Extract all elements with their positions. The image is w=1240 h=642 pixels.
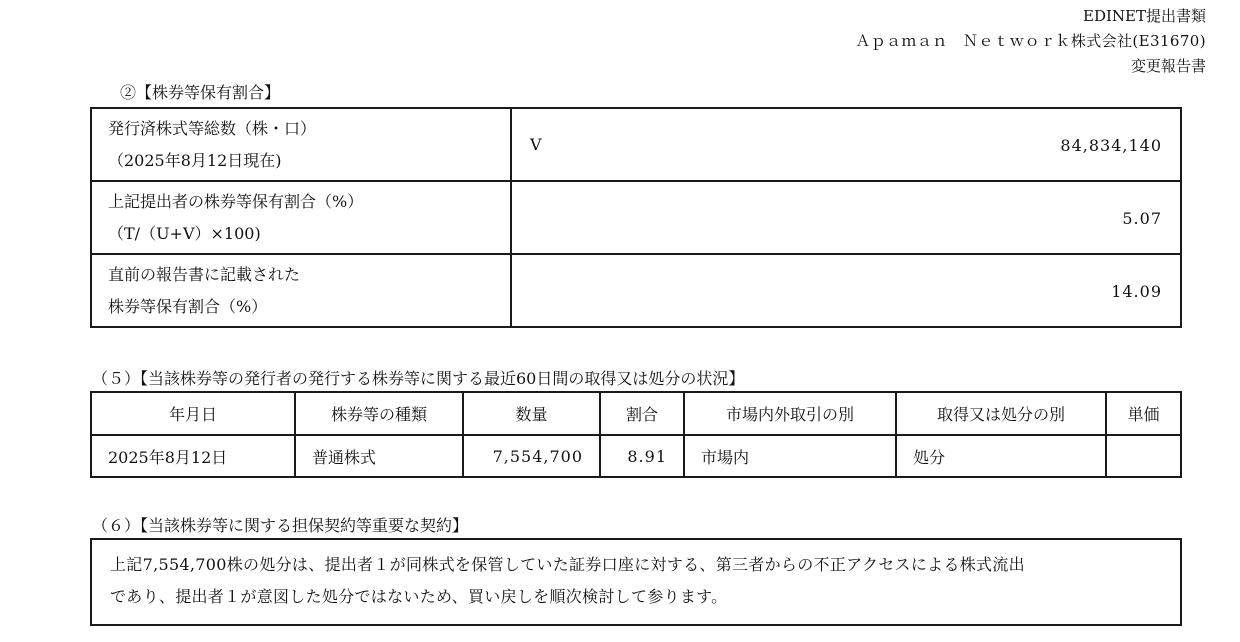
row-label <box>91 108 511 181</box>
document-type: 変更報告書 <box>1130 57 1206 75</box>
holding-ratio-table <box>90 107 1182 328</box>
contracts-box <box>90 538 1182 626</box>
table-row <box>91 181 1181 254</box>
row-label-line2: （T/（U+V）×100) <box>108 223 261 243</box>
table-row <box>91 254 1181 327</box>
row-label-line2: （2025年8月12日現在) <box>108 150 282 170</box>
cell-quantity: 7,554,700 <box>463 435 600 477</box>
cell-date: 2025年8月12日 <box>91 435 295 477</box>
table-row <box>91 108 1181 181</box>
cell-market: 市場内 <box>684 435 896 477</box>
row-value-cell <box>511 108 1181 181</box>
column-header-ratio: 割合 <box>600 392 684 435</box>
table-header-row <box>91 392 1181 435</box>
contracts-text-line1: 上記7,554,700株の処分は、提出者１が同株式を保管していた証券口座に対する、第三者からの不正アクセスによる株式流出 <box>110 555 1025 574</box>
row-value-cell <box>511 181 1181 254</box>
cell-type: 普通株式 <box>295 435 463 477</box>
row-value-cell <box>511 254 1181 327</box>
row-label-line1: 上記提出者の株券等保有割合（%） <box>108 191 364 211</box>
transactions-title: （５）【当該株券等の発行者の発行する株券等に関する最近60日間の取得又は処分の状況】 <box>92 369 745 388</box>
column-header-unit-price: 単価 <box>1106 392 1181 435</box>
row-label <box>91 254 511 327</box>
contracts-text-line2: であり、提出者１が意図した処分ではないため、買い戻しを順次検討して参ります。 <box>110 587 728 606</box>
cell-ratio: 8.91 <box>600 435 684 477</box>
table-row <box>91 435 1181 477</box>
row-label-line1: 直前の報告書に記載された <box>108 264 301 284</box>
company-name: Ａｐａｍａｎ Ｎｅｔｗｏｒｋ株式会社(E31670) <box>855 32 1206 50</box>
cell-acq-disp: 処分 <box>896 435 1106 477</box>
value-letter: V <box>530 135 542 154</box>
contracts-text <box>91 539 1181 625</box>
value-number: 84,834,140 <box>1060 136 1162 155</box>
column-header-quantity: 数量 <box>463 392 600 435</box>
value-number: 14.09 <box>1111 282 1162 301</box>
transactions-table <box>90 391 1182 478</box>
row-label-line2: 株券等保有割合（%） <box>108 296 268 316</box>
contracts-title: （６）【当該株券等に関する担保契約等重要な契約】 <box>92 516 469 535</box>
value-number: 5.07 <box>1122 209 1162 228</box>
edinet-label: EDINET提出書類 <box>1083 7 1206 25</box>
column-header-date: 年月日 <box>91 392 295 435</box>
column-header-acq-disp: 取得又は処分の別 <box>896 392 1106 435</box>
column-header-type: 株券等の種類 <box>295 392 463 435</box>
holding-ratio-title: ②【株券等保有割合】 <box>120 83 281 102</box>
table-row <box>91 539 1181 625</box>
cell-unit-price <box>1106 435 1181 477</box>
column-header-market: 市場内外取引の別 <box>684 392 896 435</box>
row-label-line1: 発行済株式等総数（株・口） <box>108 118 317 138</box>
row-label <box>91 181 511 254</box>
